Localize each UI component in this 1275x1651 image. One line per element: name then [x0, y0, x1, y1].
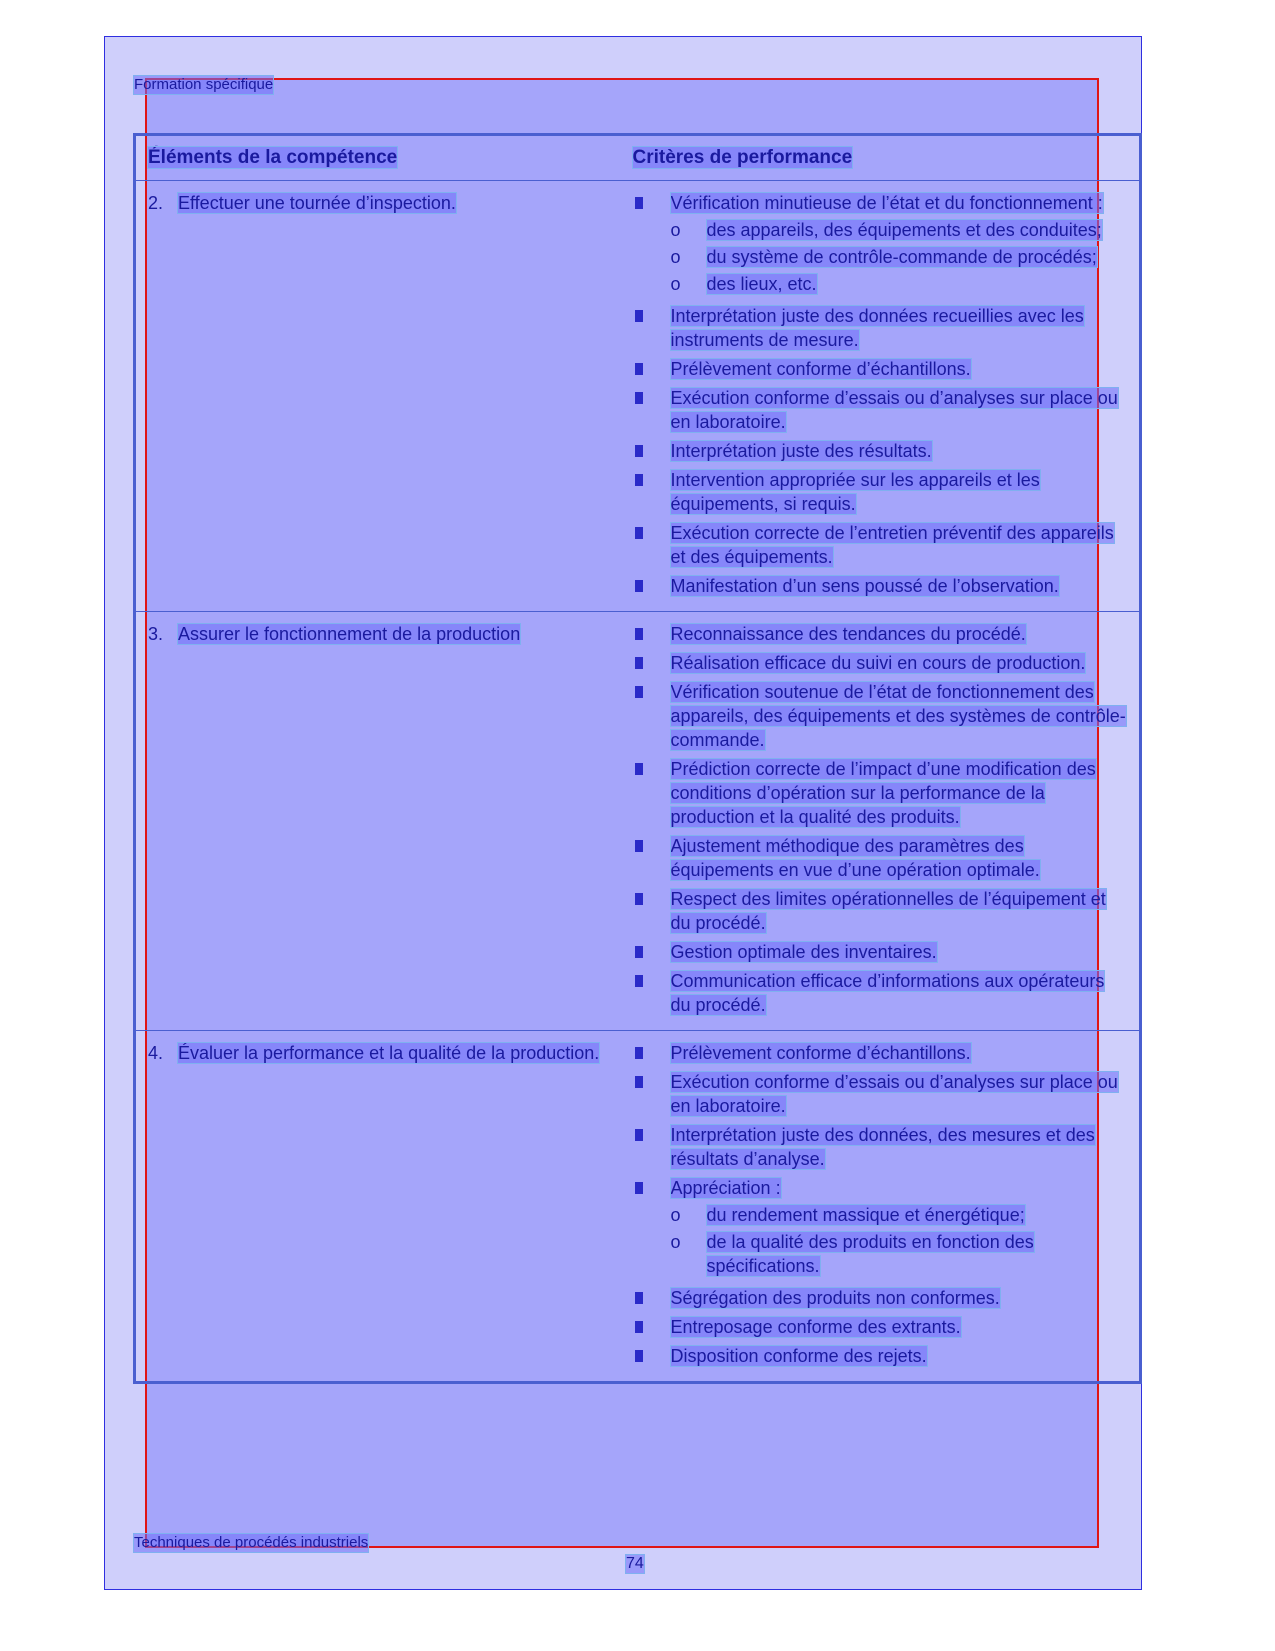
- criterion-text: Vérification minutieuse de l’état et du fonctionnement :: [670, 193, 1103, 213]
- running-footer: Techniques de procédés industriels: [134, 1534, 369, 1551]
- sub-bullet: o: [670, 247, 681, 267]
- bullet-icon: [635, 1321, 643, 1333]
- criteria-cell: [633, 181, 1141, 612]
- criteria-cell: [633, 612, 1141, 1031]
- bullet-icon: [635, 363, 643, 375]
- criteria-cell: [633, 1031, 1141, 1383]
- sub-criterion-item: [671, 1230, 1128, 1278]
- criterion-text: Réalisation efficace du suivi en cours de production.: [670, 653, 1086, 673]
- criterion-item: [633, 1315, 1128, 1339]
- element-number: 4.: [148, 1043, 164, 1063]
- criterion-text: Gestion optimale des inventaires.: [670, 942, 937, 962]
- criterion-text: Respect des limites opérationnelles de l’équipement et du procédé.: [670, 889, 1106, 933]
- element-text: Effectuer une tournée d’inspection.: [178, 193, 456, 213]
- sub-bullet: o: [670, 1232, 681, 1252]
- bullet-icon: [635, 686, 643, 698]
- element-cell: [135, 612, 633, 1031]
- criterion-text: Exécution correcte de l’entretien préventif des appareils et des équipements.: [670, 523, 1114, 567]
- criterion-text: Disposition conforme des rejets.: [670, 1346, 927, 1366]
- criterion-item: [633, 304, 1128, 352]
- bullet-icon: [635, 628, 643, 640]
- bullet-icon: [635, 1350, 643, 1362]
- column-header-elements: Éléments de la compétence: [135, 135, 633, 181]
- criterion-item: [633, 969, 1128, 1017]
- criterion-item: [633, 468, 1128, 516]
- sub-bullet: o: [670, 220, 681, 240]
- criterion-text: Interprétation juste des données recueillies avec les instruments de mesure.: [670, 306, 1084, 350]
- criterion-item: [633, 834, 1128, 882]
- criterion-item: [633, 680, 1128, 752]
- criterion-text: Prélèvement conforme d’échantillons.: [670, 1043, 971, 1063]
- sub-criterion-text: de la qualité des produits en fonction des spécifications.: [706, 1232, 1034, 1276]
- criterion-item: [633, 887, 1128, 935]
- bullet-icon: [635, 840, 643, 852]
- criterion-text: Appréciation :: [670, 1178, 781, 1198]
- element-number: 2.: [148, 193, 164, 213]
- bullet-icon: [635, 893, 643, 905]
- criterion-text: Interprétation juste des données, des mesures et des résultats d’analyse.: [670, 1125, 1095, 1169]
- criterion-item: [633, 1070, 1128, 1118]
- bullet-icon: [635, 763, 643, 775]
- criteria-list: [633, 191, 1128, 598]
- sub-criterion-text: du rendement massique et énergétique;: [706, 1205, 1025, 1225]
- criterion-item: [633, 757, 1128, 829]
- bullet-icon: [635, 1182, 643, 1194]
- criterion-text: Manifestation d’un sens poussé de l’observation.: [670, 576, 1059, 596]
- bullet-icon: [635, 1129, 643, 1141]
- criterion-text: Reconnaissance des tendances du procédé.: [670, 624, 1026, 644]
- criteria-list: [633, 622, 1128, 1017]
- criterion-item: [633, 1286, 1128, 1310]
- bullet-icon: [635, 1292, 643, 1304]
- criterion-text: Entreposage conforme des extrants.: [670, 1317, 961, 1337]
- sub-bullet: o: [670, 274, 681, 294]
- bullet-icon: [635, 657, 643, 669]
- sub-criterion-item: [671, 245, 1128, 269]
- table-header-row: [135, 135, 1141, 181]
- criterion-item: [633, 357, 1128, 381]
- bullet-icon: [635, 1047, 643, 1059]
- criterion-text: Communication efficace d’informations aux opérateurs du procédé.: [670, 971, 1105, 1015]
- page-number: 74: [626, 1555, 644, 1572]
- column-header-criteria: Critères de performance: [633, 135, 1141, 181]
- criterion-item: [633, 1176, 1128, 1281]
- competence-table: [133, 133, 1142, 1384]
- bullet-icon: [635, 392, 643, 404]
- sub-criterion-text: du système de contrôle-commande de procédés;: [706, 247, 1097, 267]
- criterion-item: [633, 191, 1128, 299]
- criterion-item: [633, 651, 1128, 675]
- element-text: Assurer le fonctionnement de la production: [178, 624, 521, 644]
- sub-criterion-item: [671, 218, 1128, 242]
- criterion-text: Ajustement méthodique des paramètres des équipements en vue d’une opération optimale.: [670, 836, 1040, 880]
- sub-criterion-text: des appareils, des équipements et des conduites;: [706, 220, 1102, 240]
- criterion-item: [633, 439, 1128, 463]
- sub-bullet: o: [670, 1205, 681, 1225]
- criterion-text: Exécution conforme d’essais ou d’analyses sur place ou en laboratoire.: [670, 1072, 1118, 1116]
- criterion-item: [633, 386, 1128, 434]
- criterion-text: Prélèvement conforme d’échantillons.: [670, 359, 971, 379]
- criterion-item: [633, 1344, 1128, 1368]
- criterion-text: Exécution conforme d’essais ou d’analyses sur place ou en laboratoire.: [670, 388, 1118, 432]
- element-cell: [135, 1031, 633, 1383]
- bullet-icon: [635, 946, 643, 958]
- criterion-text: Intervention appropriée sur les appareils et les équipements, si requis.: [670, 470, 1040, 514]
- bullet-icon: [635, 580, 643, 592]
- bullet-icon: [635, 1076, 643, 1088]
- element-number: 3.: [148, 624, 164, 644]
- bullet-icon: [635, 445, 643, 457]
- criteria-list: [633, 1041, 1128, 1368]
- bullet-icon: [635, 310, 643, 322]
- criterion-item: [633, 1123, 1128, 1171]
- sub-criteria-list: [671, 1203, 1128, 1278]
- criterion-text: Vérification soutenue de l’état de fonctionnement des appareils, des équipements et des systèmes de contrôle-commande.: [670, 682, 1126, 750]
- element-cell: [135, 181, 633, 612]
- table-row: [135, 612, 1141, 1031]
- element-text: Évaluer la performance et la qualité de la production.: [178, 1043, 600, 1063]
- criterion-item: [633, 521, 1128, 569]
- criterion-text: Ségrégation des produits non conformes.: [670, 1288, 1000, 1308]
- criterion-item: [633, 574, 1128, 598]
- sub-criterion-item: [671, 272, 1128, 296]
- bullet-icon: [635, 975, 643, 987]
- sub-criterion-item: [671, 1203, 1128, 1227]
- bullet-icon: [635, 197, 643, 209]
- bullet-icon: [635, 527, 643, 539]
- criterion-item: [633, 1041, 1128, 1065]
- table-row: [135, 1031, 1141, 1383]
- bullet-icon: [635, 474, 643, 486]
- running-header: Formation spécifique: [134, 76, 274, 93]
- criterion-item: [633, 622, 1128, 646]
- criterion-text: Prédiction correcte de l’impact d’une modification des conditions d’opération sur la performance de la production et la qualité des produits.: [670, 759, 1096, 827]
- table-row: [135, 181, 1141, 612]
- criterion-text: Interprétation juste des résultats.: [670, 441, 932, 461]
- sub-criterion-text: des lieux, etc.: [706, 274, 817, 294]
- criterion-item: [633, 940, 1128, 964]
- sub-criteria-list: [671, 218, 1128, 296]
